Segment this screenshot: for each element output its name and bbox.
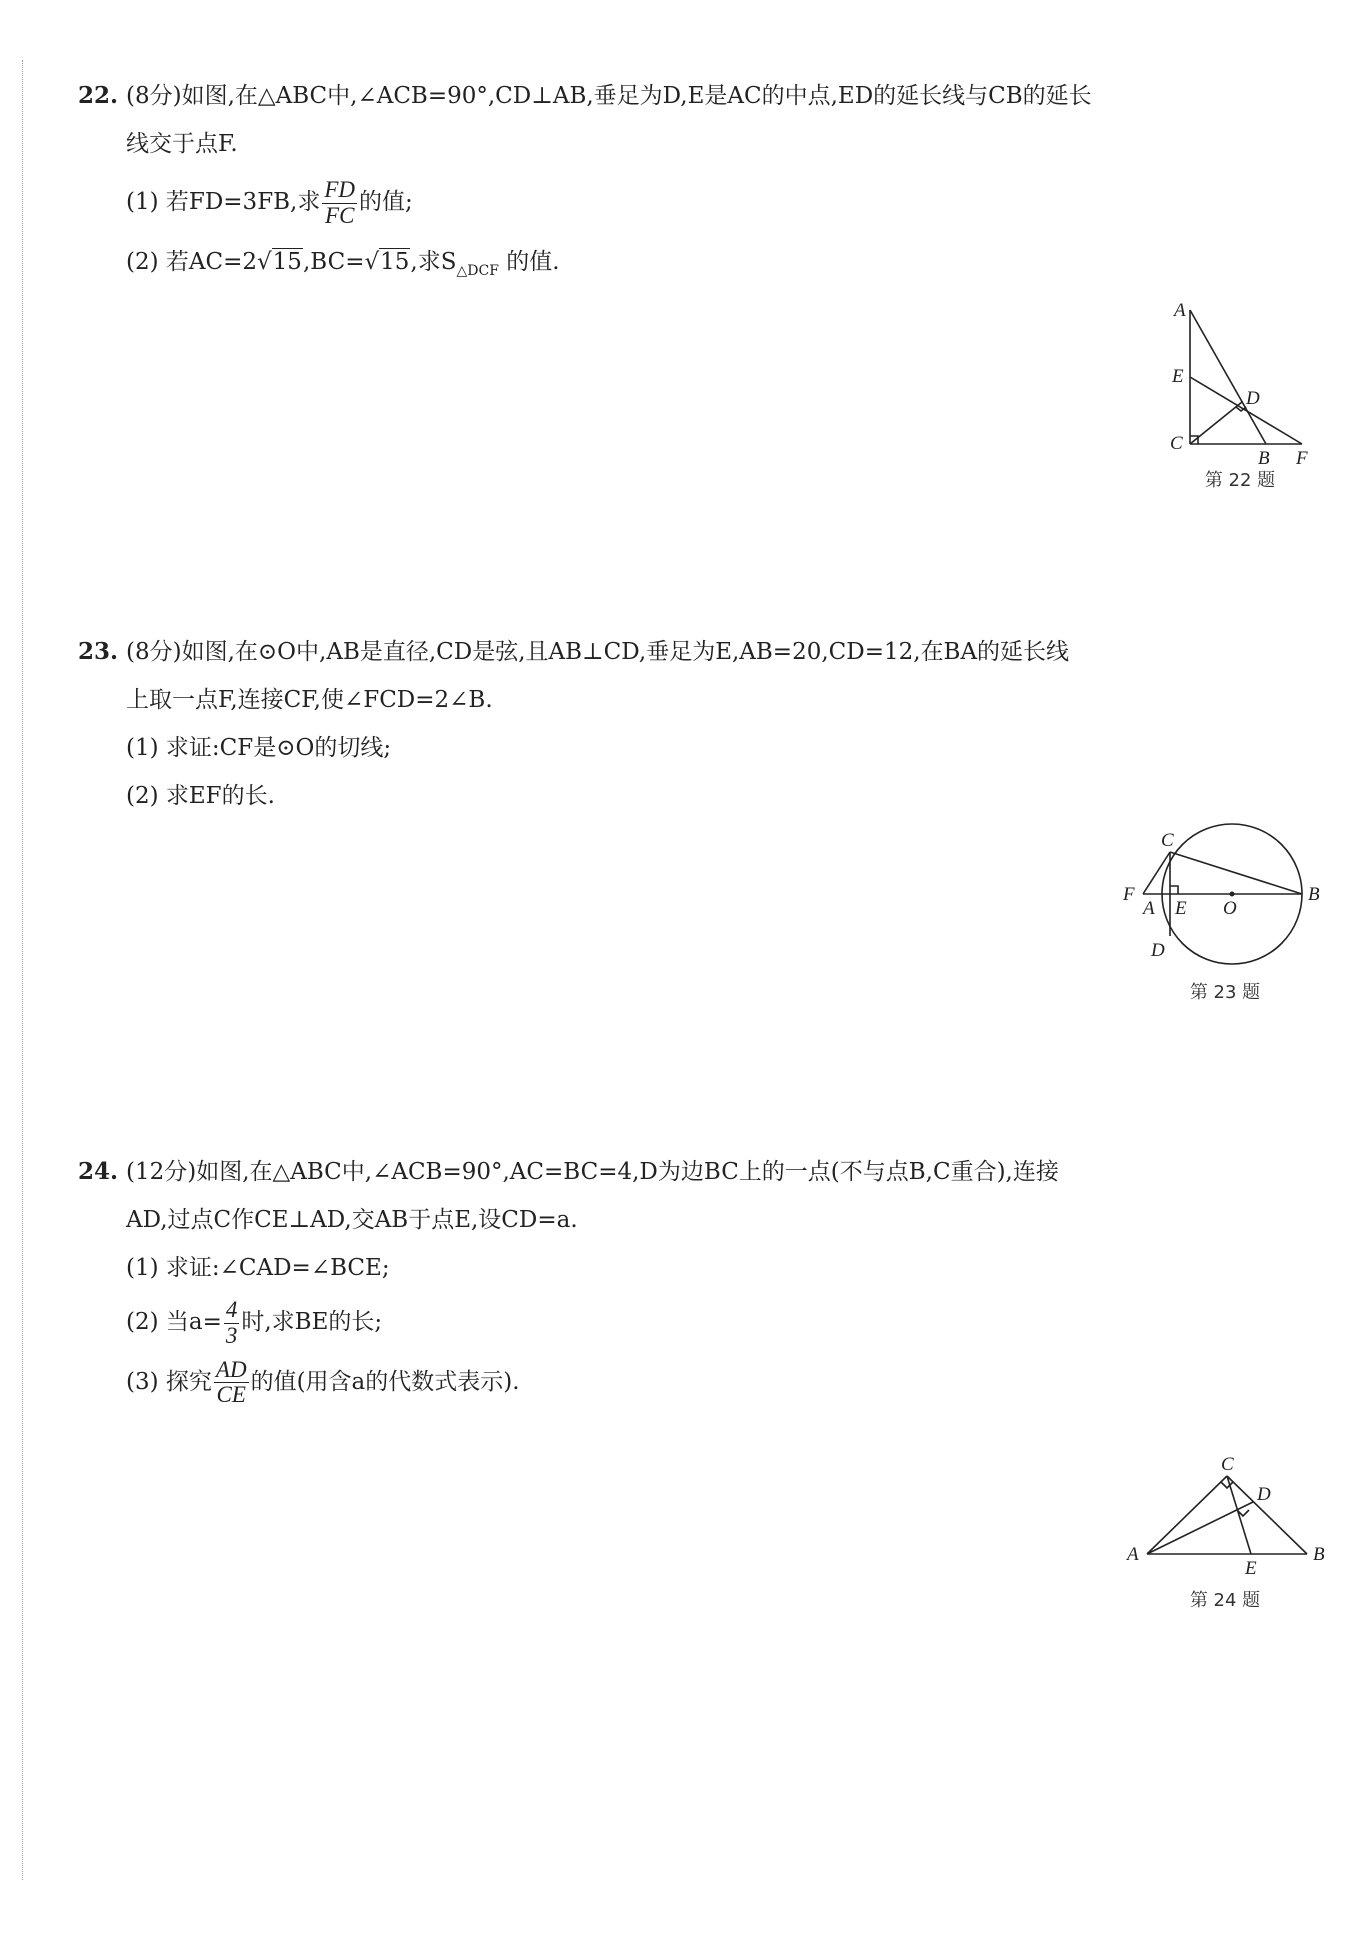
problem-24-stem-line1: [78, 1148, 1318, 1196]
label-c: C: [1161, 830, 1174, 851]
label-f: F: [1123, 884, 1135, 905]
label-a: A: [1127, 1544, 1139, 1565]
problem-23-part1: (1) 求证:CF是⊙O的切线;: [126, 735, 392, 761]
figure-23: [1115, 818, 1335, 1004]
problem-24-part3: (3) 探究 $\frac{AD}{CE}$ 的值(用含a的代数式表示).: [126, 1357, 520, 1408]
figure-24: [1115, 1456, 1335, 1612]
label-a: A: [1174, 300, 1186, 321]
problem-24-number: 24.: [78, 1158, 119, 1185]
label-d: D: [1257, 1484, 1271, 1505]
figure-22: [1160, 296, 1320, 492]
binding-margin-line: [22, 60, 23, 1880]
problem-22-part2: (2) 若AC=2√15,BC=√15,求$S_{\triangle DCF}$ 的值.: [126, 248, 560, 279]
problem-24-part2: (2) 当a= $\frac{4}{3}$ 时,求BE的长;: [126, 1297, 383, 1348]
figure-23-diagram: [1115, 818, 1335, 978]
sqrt-symbol: √: [257, 248, 272, 275]
label-o: O: [1223, 898, 1237, 919]
problem-22-stem-line1: [78, 72, 1318, 120]
label-d: D: [1151, 940, 1165, 961]
problem-22-stem-line2: 线交于点F.: [126, 131, 238, 157]
label-a: A: [1143, 898, 1155, 919]
figure-22-diagram: [1160, 296, 1320, 466]
problem-23-part2: (2) 求EF的长.: [126, 783, 275, 809]
label-c: C: [1170, 433, 1183, 454]
figure-24-caption: 第 24 题: [1189, 1590, 1261, 1611]
problem-22-stem: (8分)如图,在△ABC中,∠ACB=90°,CD⊥AB,垂足为D,E是AC的中点,ED的延长线与CB的延长: [126, 83, 1092, 109]
label-e: E: [1175, 898, 1187, 919]
problem-23-stem: (8分)如图,在⊙O中,AB是直径,CD是弦,且AB⊥CD,垂足为E,AB=20,CD=12,在BA的延长线: [126, 639, 1070, 665]
label-b: B: [1313, 1544, 1325, 1565]
label-d: D: [1246, 388, 1260, 409]
fraction-ad-ce: $\frac{AD}{CE}$: [215, 1357, 247, 1408]
fraction-4-3: $\frac{4}{3}$: [225, 1297, 238, 1348]
label-b: B: [1308, 884, 1320, 905]
problem-24-stem-line2: AD,过点C作CE⊥AD,交AB于点E,设CD=a.: [126, 1207, 578, 1233]
figure-22-caption: 第 22 题: [1204, 470, 1276, 491]
problem-22-number: 22.: [78, 82, 119, 109]
problem-24-part1: (1) 求证:∠CAD=∠BCE;: [126, 1255, 390, 1281]
label-b: B: [1258, 448, 1270, 466]
problem-23-stem-line1: [78, 628, 1318, 676]
problem-22: [78, 72, 1318, 295]
figure-23-caption: 第 23 题: [1189, 982, 1261, 1003]
problem-23-number: 23.: [78, 638, 119, 665]
problem-23: [78, 628, 1318, 820]
label-e: E: [1245, 1558, 1257, 1579]
problem-24: [78, 1148, 1318, 1407]
label-c: C: [1221, 1456, 1234, 1475]
problem-22-part1: (1) 若FD=3FB,求 $\frac{FD}{FC}$ 的值;: [126, 177, 413, 228]
label-f: F: [1296, 448, 1308, 466]
label-e: E: [1172, 366, 1184, 387]
figure-24-diagram: [1115, 1456, 1335, 1586]
problem-23-stem-line2: 上取一点F,连接CF,使∠FCD=2∠B.: [126, 687, 493, 713]
fraction-fd-fc: $\frac{FD}{FC}$: [324, 177, 356, 228]
sqrt-symbol: √: [364, 248, 380, 275]
problem-24-stem: (12分)如图,在△ABC中,∠ACB=90°,AC=BC=4,D为边BC上的一点(不与点B,C重合),连接: [126, 1159, 1059, 1185]
